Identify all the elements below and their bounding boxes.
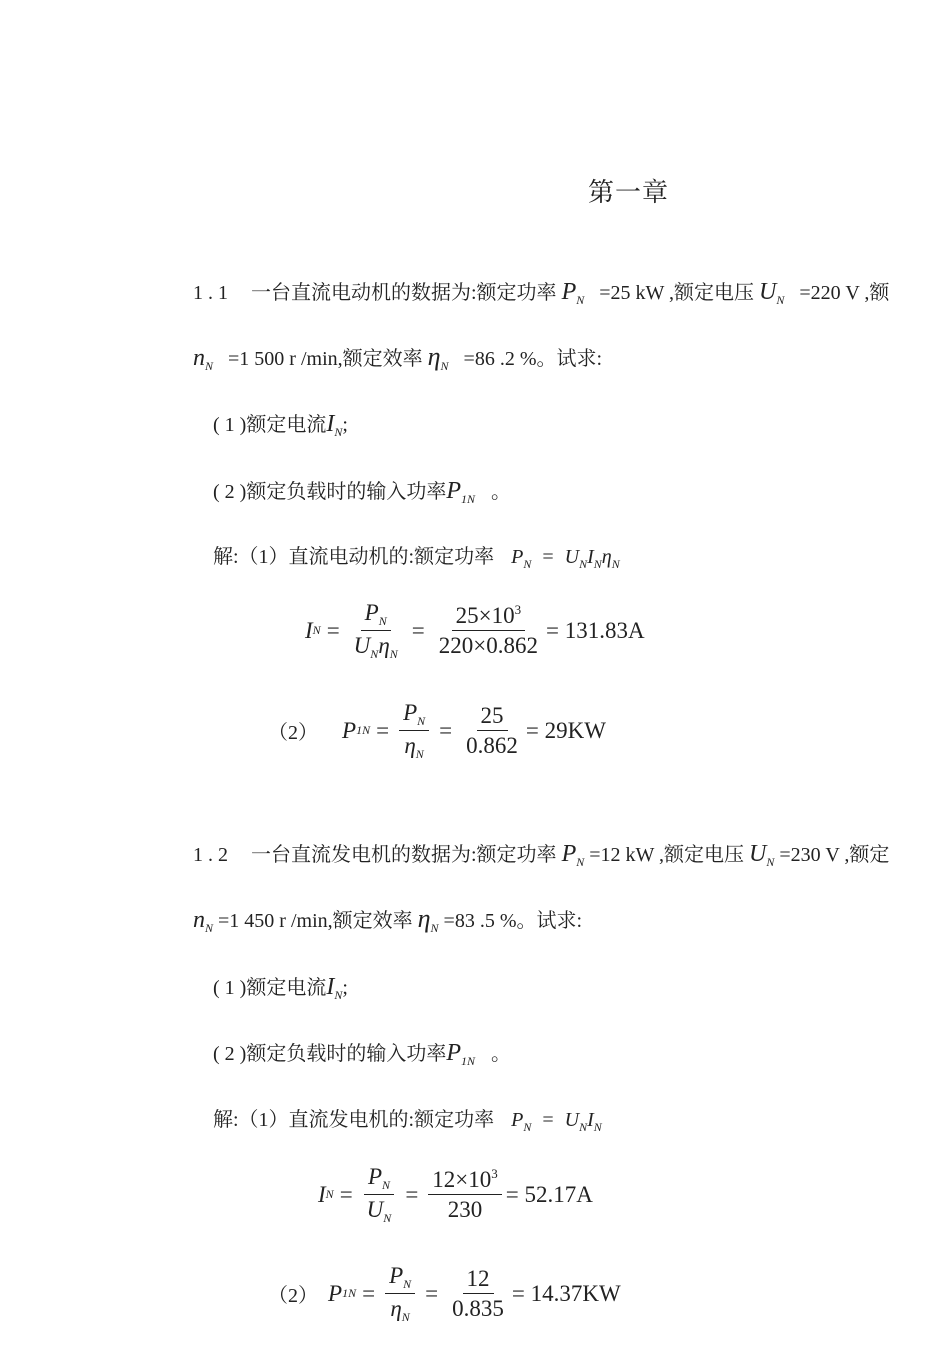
subscript: N xyxy=(579,557,588,571)
punctuation: ; xyxy=(342,977,348,999)
fraction xyxy=(399,700,429,761)
fraction xyxy=(385,1263,415,1324)
fraction xyxy=(448,1266,508,1322)
subscript: N xyxy=(383,1211,392,1226)
symbol-p: P xyxy=(561,279,577,305)
subscript: N xyxy=(766,855,775,869)
chapter-title: 第一章 xyxy=(588,178,670,207)
question-2 xyxy=(213,475,511,507)
symbol-eta: η xyxy=(601,546,612,568)
symbol-i: I xyxy=(587,1109,594,1131)
symbol-u: U xyxy=(759,279,777,305)
denominator: 0.835 xyxy=(452,1296,504,1322)
denominator: 220×0.862 xyxy=(438,633,538,659)
exponent: 3 xyxy=(514,601,522,617)
subscript: N xyxy=(523,557,532,571)
subscript: N xyxy=(576,855,585,869)
equals: = xyxy=(339,1181,353,1207)
subscript: 1N xyxy=(342,1286,357,1301)
subscript: N xyxy=(378,614,387,628)
symbol-i: I xyxy=(305,617,313,643)
subscript: N xyxy=(382,1178,391,1192)
value-text: =25 kW ,额定电压 xyxy=(599,282,755,304)
solution-intro xyxy=(213,1103,602,1135)
symbol-p: P xyxy=(367,1164,383,1189)
denominator: 0.862 xyxy=(466,733,518,759)
solution-text: 解:（1）直流电动机的:额定功率 xyxy=(213,546,495,568)
symbol-u: U xyxy=(353,633,371,659)
subscript: N xyxy=(325,1187,334,1202)
subscript: N xyxy=(415,747,424,762)
equals: = xyxy=(542,1109,554,1131)
equals: = xyxy=(376,717,390,743)
subscript: N xyxy=(334,425,343,439)
result: = 52.17A xyxy=(505,1181,593,1207)
symbol-p: P xyxy=(403,700,418,725)
value-text: =83 .5 %。试求: xyxy=(443,910,583,932)
subscript: 1N xyxy=(461,492,476,506)
symbol-p: P xyxy=(511,1109,524,1131)
numerator: 25×10 xyxy=(455,602,515,628)
subscript: N xyxy=(776,293,785,307)
subscript: N xyxy=(312,623,321,638)
symbol-eta: η xyxy=(417,904,431,933)
subscript: 1N xyxy=(356,723,371,738)
problem-1-2-line-1 xyxy=(193,838,889,870)
subscript: N xyxy=(205,921,214,935)
numerator: 12×10 xyxy=(432,1166,492,1192)
value-text: =220 V ,额 xyxy=(799,282,890,304)
symbol-i: I xyxy=(318,1181,326,1207)
solution-text: 解:（1）直流发电机的:额定功率 xyxy=(213,1109,495,1131)
symbol-eta: η xyxy=(427,342,441,371)
equals: = xyxy=(425,1280,439,1306)
subscript: N xyxy=(593,557,602,571)
equation-label: （2） xyxy=(268,1285,318,1308)
question-text: ( 1 )额定电流 xyxy=(213,414,327,436)
numerator: 25 xyxy=(477,703,508,731)
equation-1-1-a xyxy=(305,600,645,661)
symbol-n: n xyxy=(193,907,205,933)
symbol-u: U xyxy=(366,1197,384,1223)
symbol-u: U xyxy=(564,546,580,568)
question-2 xyxy=(213,1037,511,1069)
fraction xyxy=(350,600,402,661)
subscript: N xyxy=(205,359,214,373)
symbol-p: P xyxy=(446,1040,461,1066)
exponent: 3 xyxy=(491,1165,498,1181)
result: = 29KW xyxy=(525,717,606,743)
equals: = xyxy=(439,717,453,743)
fraction xyxy=(462,703,522,759)
symbol-u: U xyxy=(749,841,767,867)
subscript: N xyxy=(389,647,398,662)
symbol-eta: η xyxy=(404,733,416,759)
problem-text: 一台直流发电机的数据为:额定功率 xyxy=(251,844,557,866)
result: = 131.83A xyxy=(545,617,645,643)
value-text: =230 V ,额定 xyxy=(779,844,890,866)
fraction xyxy=(435,603,542,659)
symbol-i: I xyxy=(587,546,594,568)
subscript: N xyxy=(401,1310,410,1325)
problem-1-2-line-2 xyxy=(193,904,582,936)
subscript: N xyxy=(593,1120,602,1134)
equation-1-2-a xyxy=(318,1164,593,1225)
equals: = xyxy=(326,617,340,643)
problem-text: 一台直流电动机的数据为:额定功率 xyxy=(251,282,557,304)
equals: = xyxy=(542,546,554,568)
question-1 xyxy=(213,971,348,1003)
symbol-p: P xyxy=(511,546,524,568)
equals: = xyxy=(411,617,425,643)
subscript: N xyxy=(440,359,449,373)
symbol-p: P xyxy=(364,600,379,625)
equation-1-1-b xyxy=(268,700,606,761)
symbol-p: P xyxy=(342,717,357,743)
value-text: =12 kW ,额定电压 xyxy=(589,844,745,866)
value-text: =1 500 r /min,额定效率 xyxy=(228,348,423,370)
equation-1-2-b xyxy=(268,1263,621,1324)
subscript: N xyxy=(579,1120,588,1134)
solution-intro xyxy=(213,540,620,572)
fraction xyxy=(428,1167,501,1223)
subscript: N xyxy=(430,921,439,935)
subscript: N xyxy=(611,557,620,571)
symbol-p: P xyxy=(561,841,577,867)
subscript: N xyxy=(417,714,426,728)
problem-number: 1 . 2 xyxy=(193,844,228,866)
symbol-u: U xyxy=(564,1109,580,1131)
equation-label: （2） xyxy=(268,722,318,745)
problem-1-1-line-2 xyxy=(193,342,602,374)
numerator: 12 xyxy=(463,1266,494,1294)
symbol-eta: η xyxy=(390,1296,402,1322)
punctuation: 。 xyxy=(491,1043,512,1065)
fraction xyxy=(363,1164,396,1225)
value-text: =1 450 r /min,额定效率 xyxy=(218,910,413,932)
subscript: N xyxy=(370,647,379,662)
question-text: ( 1 )额定电流 xyxy=(213,977,327,999)
subscript: N xyxy=(576,293,585,307)
question-text: ( 2 )额定负载时的输入功率 xyxy=(213,481,447,503)
question-1 xyxy=(213,408,348,440)
symbol-i: I xyxy=(326,974,335,1000)
value-text: =86 .2 %。试求: xyxy=(463,348,603,370)
question-text: ( 2 )额定负载时的输入功率 xyxy=(213,1043,447,1065)
subscript: N xyxy=(334,988,343,1002)
result: = 14.37KW xyxy=(511,1280,621,1306)
subscript: N xyxy=(403,1277,412,1291)
denominator: 230 xyxy=(447,1197,483,1223)
subscript: N xyxy=(523,1120,532,1134)
symbol-p: P xyxy=(328,1280,343,1306)
symbol-p: P xyxy=(389,1263,404,1288)
subscript: 1N xyxy=(461,1054,476,1068)
punctuation: 。 xyxy=(491,481,512,503)
problem-1-1-line-1 xyxy=(193,276,889,308)
symbol-eta: η xyxy=(378,633,390,659)
symbol-p: P xyxy=(446,478,461,504)
equals: = xyxy=(362,1280,376,1306)
problem-number: 1 . 1 xyxy=(193,282,228,304)
equals: = xyxy=(405,1181,419,1207)
punctuation: ; xyxy=(342,414,348,436)
symbol-n: n xyxy=(193,345,205,371)
symbol-i: I xyxy=(326,411,335,437)
